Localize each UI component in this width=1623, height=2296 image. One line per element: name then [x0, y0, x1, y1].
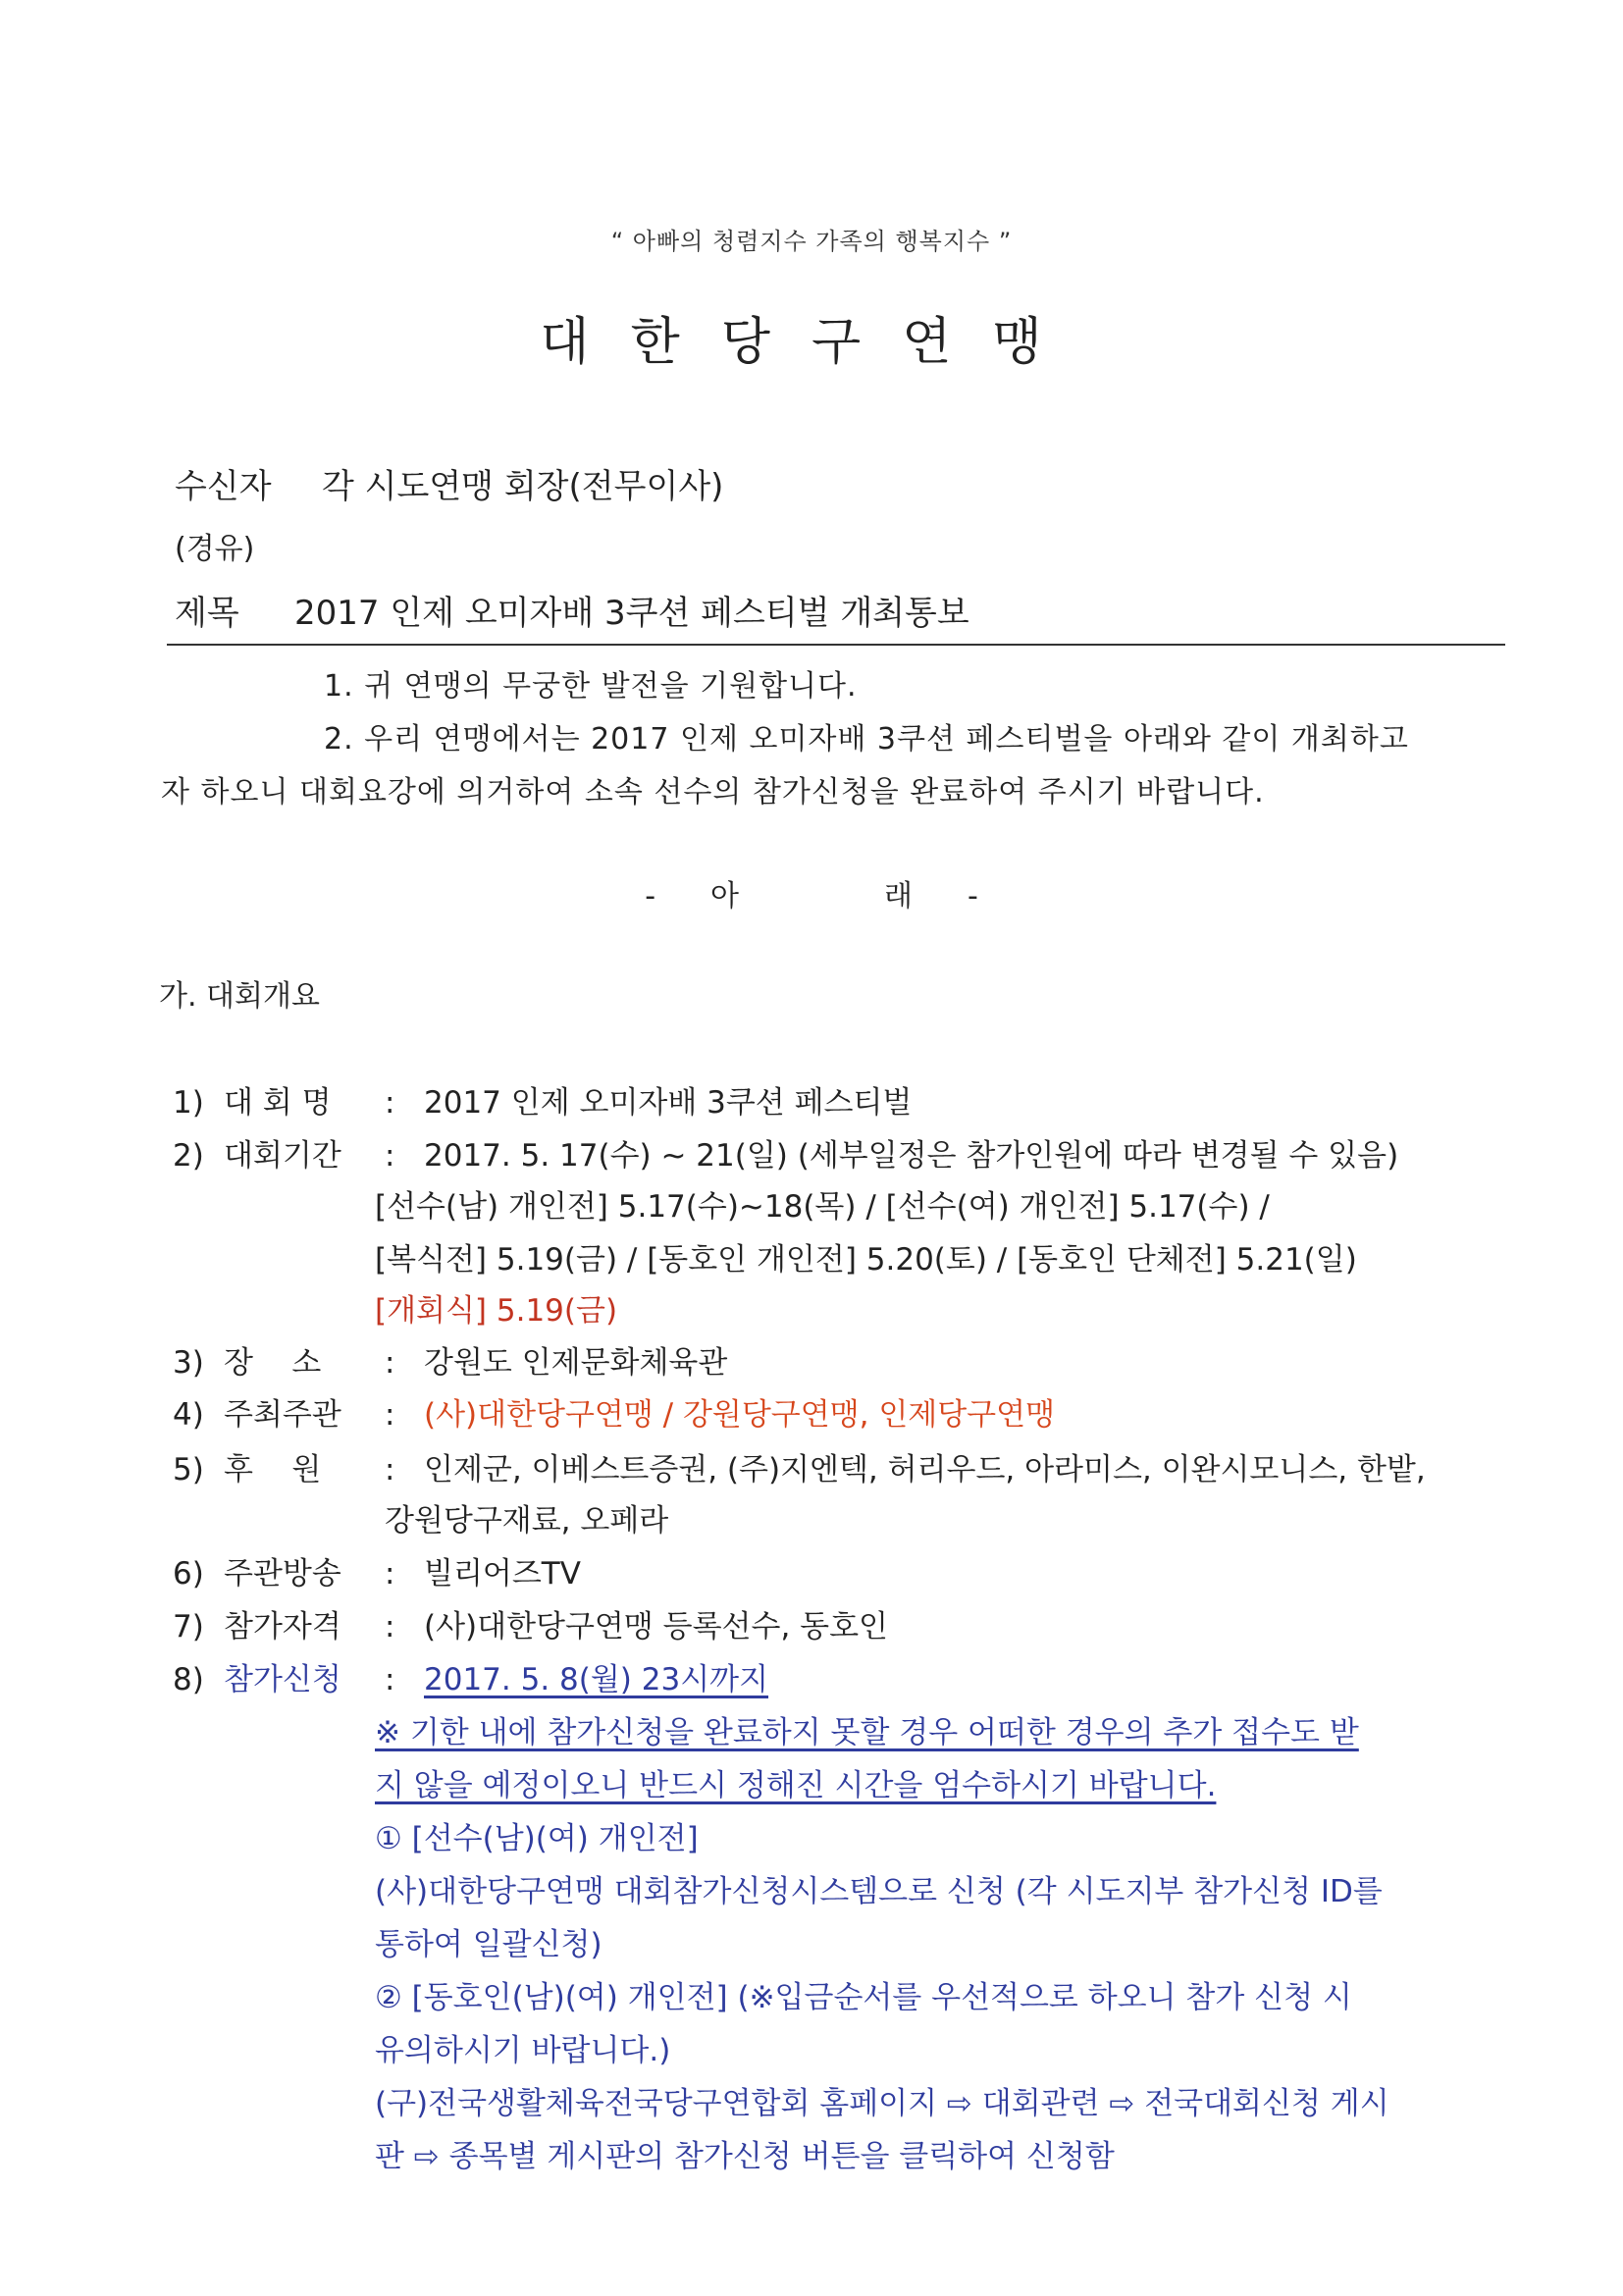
- option-1-line-2: 통하여 일괄신청): [375, 1927, 602, 1962]
- notice-title: [0, 871, 1623, 914]
- item-key: 후 원: [224, 1452, 322, 1487]
- item-eligibility: [173, 1601, 888, 1645]
- registration-deadline: 2017. 5. 8(월) 23시까지: [424, 1662, 769, 1697]
- item-number: 2): [173, 1138, 204, 1174]
- opening-ceremony: [개회식] 5.19(금): [375, 1293, 618, 1329]
- item-value: 인제군, 이베스트증권, (주)지엔텍, 허리우드, 아라미스, 이완시모니스, 한밭,: [424, 1452, 1426, 1487]
- option-2-line-2: (구)전국생활체육전국당구연합회 홈페이지 ⇨ 대회관련 ⇨ 전국대회신청 게시: [375, 2086, 1389, 2121]
- notice-rae: 래: [884, 879, 913, 913]
- item-broadcast: [173, 1548, 581, 1592]
- recipient-row: [175, 459, 723, 507]
- subject-label: 제목: [175, 594, 239, 633]
- item-sponsors: [173, 1444, 1426, 1488]
- notice-dash-left: -: [645, 879, 656, 913]
- organization-title: 대한당구연맹: [540, 313, 1083, 372]
- slogan: “ 아빠의 청렴지수 가족의 행복지수 ”: [610, 228, 1013, 255]
- item-key: 대 회 명: [224, 1085, 332, 1121]
- item-key: 주관방송: [224, 1556, 341, 1592]
- item-number: 3): [173, 1345, 204, 1381]
- item-key: 참가자격: [224, 1609, 341, 1644]
- sponsors-line-2: 강원당구재료, 오페라: [385, 1503, 669, 1539]
- item-colon: :: [385, 1397, 395, 1433]
- item-colon: :: [385, 1452, 395, 1487]
- notice-dash-right: -: [967, 879, 978, 913]
- item-colon: :: [385, 1085, 395, 1121]
- item-colon: :: [385, 1556, 395, 1592]
- warning-line-2: 지 않을 예정이오니 반드시 정해진 시간을 엄수하시기 바랍니다.: [375, 1768, 1217, 1803]
- via-label: (경유): [175, 532, 255, 566]
- subject-value: 2017 인제 오미자배 3쿠션 페스티벌 개최통보: [294, 594, 969, 633]
- option-2-title: ② [동호인(남)(여) 개인전] (※입금순서를 우선적으로 하오니 참가 신청 시: [375, 1980, 1352, 2015]
- recipient-label: 수신자: [175, 467, 272, 506]
- header-divider: [167, 644, 1505, 646]
- paragraph-2-line-1: 2. 우리 연맹에서는 2017 인제 오미자배 3쿠션 페스티벌을 아래와 같이 개최하고: [324, 722, 1409, 757]
- item-key: 주최주관: [224, 1397, 341, 1433]
- item-number: 1): [173, 1085, 204, 1121]
- item-value: 2017 인제 오미자배 3쿠션 페스티벌: [424, 1085, 913, 1121]
- item-value: 2017. 5. 17(수) ~ 21(일) (세부일정은 참가인원에 따라 변경될 수 있음): [424, 1138, 1399, 1174]
- period-schedule-line-2: [복식전] 5.19(금) / [동호인 개인전] 5.20(토) / [동호인 단체전] 5.21(일): [375, 1242, 1357, 1278]
- item-colon: :: [385, 1609, 395, 1644]
- option-1-title: ① [선수(남)(여) 개인전]: [375, 1821, 699, 1856]
- period-schedule-line-1: [선수(남) 개인전] 5.17(수)~18(목) / [선수(여) 개인전] 5.17(수) /: [375, 1189, 1270, 1225]
- item-number: 8): [173, 1662, 204, 1697]
- item-number: 7): [173, 1609, 204, 1644]
- option-2-line-1: 유의하시기 바랍니다.): [375, 2033, 671, 2068]
- item-registration: [173, 1654, 768, 1698]
- item-colon: :: [385, 1345, 395, 1381]
- item-value: (사)대한당구연맹 등록선수, 동호인: [424, 1609, 888, 1644]
- item-number: 6): [173, 1556, 204, 1592]
- item-number: 5): [173, 1452, 204, 1487]
- item-venue: [173, 1337, 727, 1382]
- paragraph-2-line-2: 자 하오니 대회요강에 의거하여 소속 선수의 참가신청을 완료하여 주시기 바랍니다.: [161, 775, 1265, 809]
- item-host: [173, 1389, 1055, 1434]
- section-title: 가. 대회개요: [159, 979, 320, 1014]
- item-number: 4): [173, 1397, 204, 1433]
- paragraph-1: 1. 귀 연맹의 무궁한 발전을 기원합니다.: [324, 669, 858, 704]
- item-key: 참가신청: [224, 1662, 341, 1697]
- option-1-line-1: (사)대한당구연맹 대회참가신청시스템으로 신청 (각 시도지부 참가신청 ID를: [375, 1874, 1383, 1909]
- item-value: 강원도 인제문화체육관: [424, 1345, 728, 1381]
- item-key: 장 소: [224, 1345, 322, 1381]
- warning-line-1: ※ 기한 내에 참가신청을 완료하지 못할 경우 어떠한 경우의 추가 접수도 받: [375, 1715, 1359, 1750]
- option-2-line-3: 판 ⇨ 종목별 게시판의 참가신청 버튼을 클릭하여 신청함: [375, 2139, 1115, 2174]
- subject-row: [175, 586, 969, 634]
- item-value: 빌리어즈TV: [424, 1556, 581, 1592]
- notice-a: 아: [710, 879, 739, 913]
- item-colon: :: [385, 1662, 395, 1697]
- item-event-name: [173, 1077, 912, 1122]
- item-value: (사)대한당구연맹 / 강원당구연맹, 인제당구연맹: [424, 1397, 1056, 1433]
- item-event-period: [173, 1130, 1398, 1174]
- recipient-value: 각 시도연맹 회장(전무이사): [322, 467, 724, 506]
- item-key: 대회기간: [224, 1138, 341, 1174]
- item-colon: :: [385, 1138, 395, 1174]
